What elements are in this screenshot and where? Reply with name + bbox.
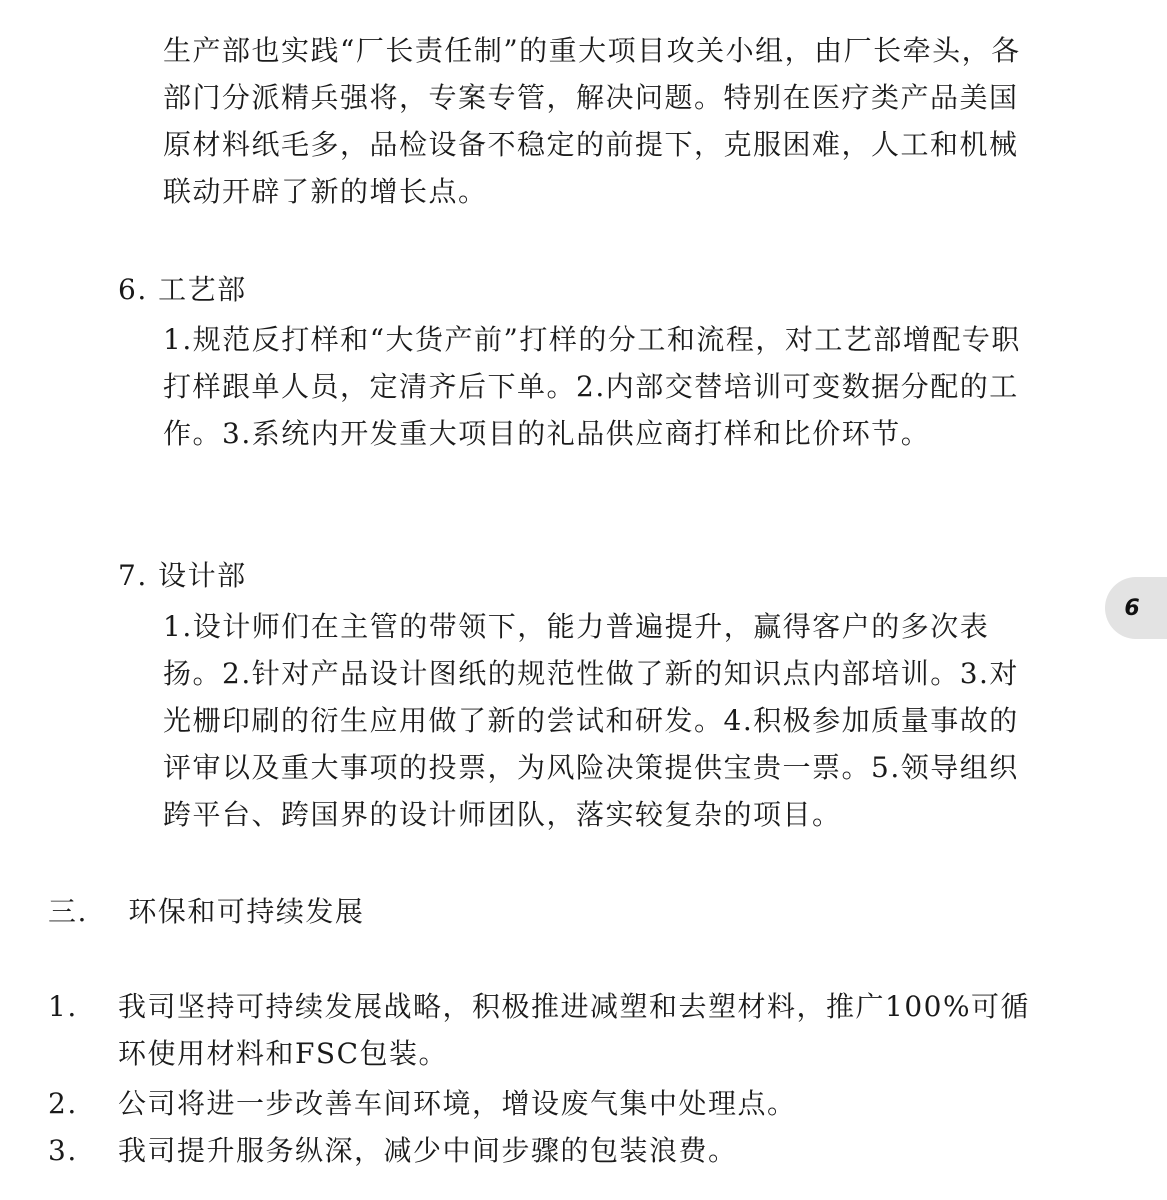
list-item-number: 3. <box>48 1134 78 1167</box>
list-item-text: 公司将进一步改善车间环境，增设废气集中处理点。 <box>118 1087 797 1120</box>
page-number: 6 <box>1124 595 1140 621</box>
intro-paragraph: 生产部也实践“厂长责任制”的重大项目攻关小组，由厂长牵头，各部门分派精兵强将，专案专管，解决问题。特别在医疗类产品美国原材料纸毛多，品检设备不稳定的前提下，克服困难，人工和机械联动开辟了新的增长点。 <box>163 34 1021 208</box>
list-item-text: 我司坚持可持续发展战略，积极推进减塑和去塑材料，推广100%可循环使用材料和FSC包装。 <box>118 990 1031 1070</box>
section-number: 6. <box>118 273 148 306</box>
section-body-process-dept: 1.规范反打样和“大货产前”打样的分工和流程，对工艺部增配专职打样跟单人员，定清齐后下单。2.内部交替培训可变数据分配的工作。3.系统内开发重大项目的礼品供应商打样和比价环节。 <box>163 323 1021 450</box>
section-heading-process-dept <box>118 270 247 310</box>
part-heading-sustainability <box>48 892 364 932</box>
list-item-number: 1. <box>48 990 78 1023</box>
page-number-tab <box>1105 577 1167 639</box>
section-title: 设计部 <box>158 559 247 592</box>
section-number: 7. <box>118 559 148 592</box>
list-item <box>48 1080 1048 1127</box>
list-item-text: 我司提升服务纵深，减少中间步骤的包装浪费。 <box>118 1134 738 1167</box>
section-title: 工艺部 <box>158 273 247 306</box>
part-number: 三. <box>48 895 88 928</box>
section-heading-design-dept <box>118 556 247 596</box>
section-body-design-dept: 1.设计师们在主管的带领下，能力普遍提升，赢得客户的多次表扬。2.针对产品设计图纸的规范性做了新的知识点内部培训。3.对光栅印刷的衍生应用做了新的尝试和研发。4.积极参加质量事故的评审以及重大事项的投票，为风险决策提供宝贵一票。5.领导组织跨平台、跨国界的设计师团队，落实较复杂的项目。 <box>163 610 1019 831</box>
list-item <box>48 1127 1048 1174</box>
list-item <box>48 983 1048 1077</box>
list-item-number: 2. <box>48 1087 78 1120</box>
part-title: 环保和可持续发展 <box>128 895 365 928</box>
